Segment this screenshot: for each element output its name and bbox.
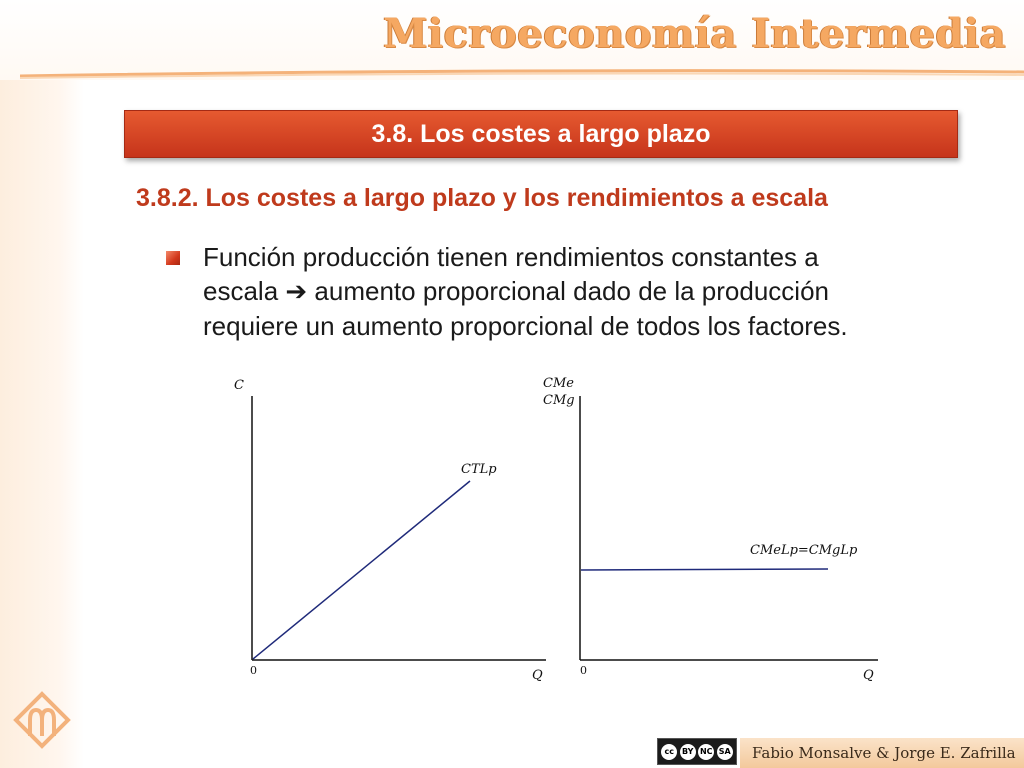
bullet-line-1: Función producción tienen rendimientos constantes a	[203, 242, 819, 272]
left-x-label: Q	[532, 668, 543, 683]
right-y-label-cme: CMe	[543, 376, 574, 391]
university-logo	[12, 690, 72, 750]
ctlp-curve	[253, 481, 470, 659]
nc-icon: NC	[698, 744, 714, 760]
bullet-line-2b: aumento proporcional dado de la producción	[314, 276, 830, 306]
right-x-label: Q	[863, 668, 874, 683]
section-title: 3.8. Los costes a largo plazo	[371, 119, 711, 148]
creative-commons-badge	[657, 738, 737, 765]
cc-icon: cc	[661, 744, 677, 760]
bullet-line-2a: escala	[203, 276, 279, 306]
sa-icon: SA	[717, 744, 733, 760]
by-icon: BY	[680, 744, 696, 760]
average-marginal-cost-graph	[543, 376, 878, 683]
bullet-line-3: requiere un aumento proporcional de todos los factores.	[203, 311, 848, 341]
authors-text: Fabio Monsalve & Jorge E. Zafrilla	[752, 744, 1016, 762]
total-cost-graph	[234, 378, 546, 683]
cmelp-cmglp-label: CMeLp=CMgLp	[750, 543, 858, 558]
left-origin-label: 0	[250, 664, 257, 677]
ctlp-label: CTLp	[461, 462, 497, 477]
right-origin-label: 0	[580, 664, 587, 677]
cmelp-cmglp-curve	[581, 569, 828, 570]
presentation-title: Microeconomía Intermedia	[383, 10, 1006, 57]
arrow-right-icon: ➔	[285, 277, 308, 307]
left-y-label: C	[234, 378, 244, 393]
subsection-title: 3.8.2. Los costes a largo plazo y los rendimientos a escala	[136, 184, 828, 212]
right-y-label-cmg: CMg	[543, 393, 575, 408]
